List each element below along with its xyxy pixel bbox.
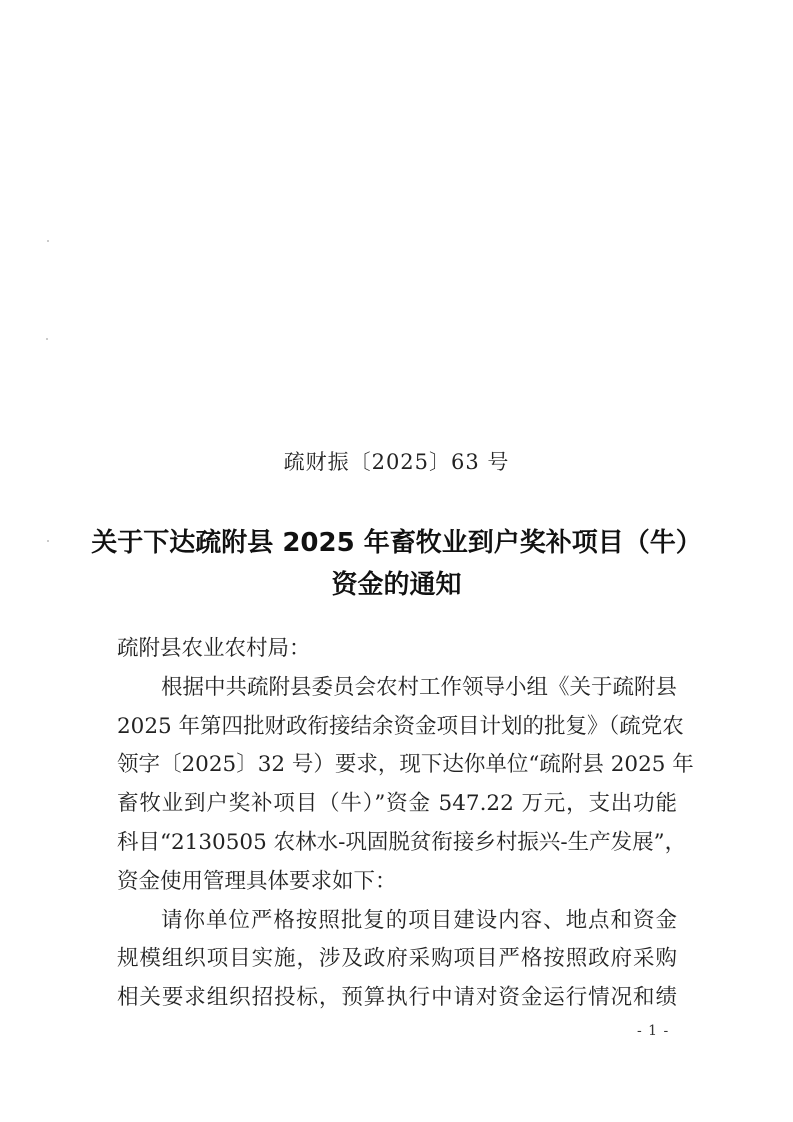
scan-speck <box>47 540 49 542</box>
paragraph-1-line: 科目“2130505 农林水-巩固脱贫衔接乡村振兴-生产发展”， <box>117 829 687 855</box>
paragraph-1-line: 根据中共疏附县委员会农村工作领导小组《关于疏附县 <box>161 674 678 700</box>
document-body <box>117 630 694 1018</box>
paragraph-2-line: 规模组织项目实施，涉及政府采购项目严格按照政府采购 <box>117 946 677 972</box>
paragraph-2-line: 请你单位严格按照批复的项目建设内容、地点和资金 <box>161 907 677 933</box>
paragraph-1-line: 2025 年第四批财政衔接结余资金项目计划的批复》（疏党农 <box>117 713 684 739</box>
scan-speck <box>47 240 49 242</box>
recipient-line: 疏附县农业农村局： <box>117 636 311 661</box>
document-number: 疏财振〔2025〕63 号 <box>283 450 510 474</box>
title-line-1: 关于下达疏附县 2025 年畜牧业到户奖补项目（牛） <box>91 528 702 558</box>
title-line-2: 资金的通知 <box>331 570 462 600</box>
scan-speck <box>46 338 48 340</box>
page-number: - 1 - <box>637 1023 670 1039</box>
paragraph-2-line: 相关要求组织招投标，预算执行中请对资金运行情况和绩 <box>117 985 677 1011</box>
paragraph-1-line: 资金使用管理具体要求如下： <box>117 868 397 894</box>
paragraph-1-line: 畜牧业到户奖补项目（牛）”资金 547.22 万元，支出功能 <box>117 791 677 817</box>
paragraph-1-line: 领字〔2025〕32 号）要求，现下达你单位“疏附县 2025 年 <box>117 752 694 778</box>
document-title <box>80 522 713 606</box>
